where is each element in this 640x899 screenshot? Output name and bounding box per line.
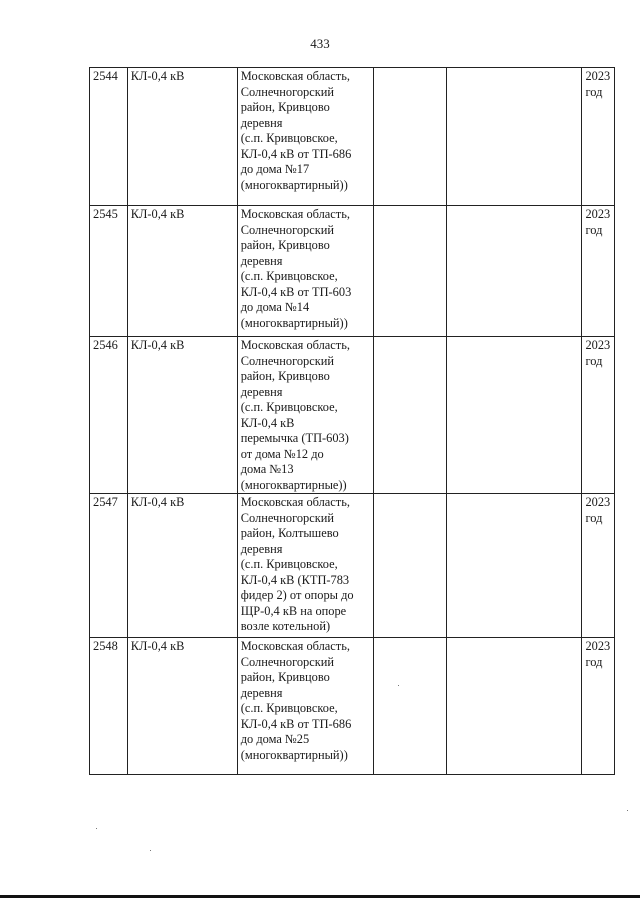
row-number-cell: 2544 (90, 68, 128, 206)
address-line: дома №13 (240, 462, 294, 476)
table-row (90, 206, 615, 337)
address-cell (237, 638, 373, 775)
year-cell (582, 494, 615, 638)
address-line: Московская область, (240, 338, 350, 352)
address-line: Солнечногорский (240, 222, 335, 237)
address-line: Московская область, (240, 495, 350, 509)
row-number-cell: 2545 (90, 206, 128, 337)
scan-speck (150, 850, 151, 851)
line-type-cell: КЛ-0,4 кВ (127, 494, 237, 638)
address-line: (многоквартирный)) (240, 747, 348, 762)
address-line: перемычка (ТП-603) (240, 431, 349, 445)
year-cell (582, 68, 615, 206)
empty-cell (447, 68, 582, 206)
address-line: район, Кривцово (240, 369, 330, 383)
page-number: 433 (310, 36, 330, 51)
empty-cell (373, 206, 446, 337)
year-line: год (585, 654, 603, 669)
line-type-cell: КЛ-0,4 кВ (127, 337, 237, 494)
empty-cell (373, 494, 446, 638)
address-line: район, Колтышево (240, 526, 339, 540)
address-line: КЛ-0,4 кВ от ТП-686 (240, 146, 352, 161)
address-line: (с.п. Кривцовское, (240, 701, 338, 715)
address-line: до дома №14 (240, 300, 310, 314)
empty-cell (373, 68, 446, 206)
scan-speck (627, 810, 628, 811)
empty-cell (373, 337, 446, 494)
address-line: район, Кривцово (240, 238, 330, 252)
scan-edge-line (0, 895, 640, 898)
address-line: (с.п. Кривцовское, (240, 557, 338, 571)
address-line: КЛ-0,4 кВ от ТП-603 (240, 284, 352, 299)
registry-table-body (90, 68, 615, 775)
address-line: Московская область, (240, 639, 350, 653)
address-line: Солнечногорский (240, 510, 335, 525)
row-number-cell: 2546 (90, 337, 128, 494)
registry-table (89, 67, 615, 775)
address-line: КЛ-0,4 кВ (240, 415, 295, 430)
address-cell (237, 337, 373, 494)
address-cell (237, 206, 373, 337)
year-line: 2023 (585, 639, 611, 653)
address-cell (237, 494, 373, 638)
address-line: Солнечногорский (240, 84, 335, 99)
address-line: район, Кривцово (240, 100, 330, 114)
address-line: КЛ-0,4 кВ от ТП-686 (240, 716, 352, 731)
address-line: деревня (240, 384, 283, 399)
year-cell (582, 638, 615, 775)
address-line: (с.п. Кривцовское, (240, 131, 338, 145)
address-line: КЛ-0,4 кВ (КТП-783 (240, 572, 350, 587)
year-line: 2023 (585, 495, 611, 509)
address-line: деревня (240, 541, 283, 556)
address-line: деревня (240, 685, 283, 700)
year-line: год (585, 353, 603, 368)
address-line: до дома №17 (240, 162, 310, 176)
address-line: ЩР-0,4 кВ на опоре (240, 603, 347, 618)
year-cell (582, 337, 615, 494)
year-line: год (585, 510, 603, 525)
line-type-cell: КЛ-0,4 кВ (127, 206, 237, 337)
address-line: Солнечногорский (240, 654, 335, 669)
address-line: Московская область, (240, 69, 350, 83)
year-line: 2023 (585, 69, 611, 83)
table-row (90, 68, 615, 206)
address-line: район, Кривцово (240, 670, 330, 684)
scan-speck (398, 685, 399, 686)
year-cell (582, 206, 615, 337)
empty-cell (447, 494, 582, 638)
scan-speck (96, 828, 97, 829)
address-line: Московская область, (240, 207, 350, 221)
empty-cell (373, 638, 446, 775)
row-number-cell: 2548 (90, 638, 128, 775)
address-line: до дома №25 (240, 732, 310, 746)
table-row (90, 638, 615, 775)
empty-cell (447, 337, 582, 494)
year-line: год (585, 222, 603, 237)
address-line: возле котельной) (240, 619, 331, 633)
address-line: (с.п. Кривцовское, (240, 400, 338, 414)
year-line: 2023 (585, 207, 611, 221)
year-line: 2023 (585, 338, 611, 352)
address-cell (237, 68, 373, 206)
address-line: Солнечногорский (240, 353, 335, 368)
table-row (90, 494, 615, 638)
table-row (90, 337, 615, 494)
address-line: от дома №12 до (240, 446, 324, 461)
empty-cell (447, 638, 582, 775)
row-number-cell: 2547 (90, 494, 128, 638)
address-line: (многоквартирные)) (240, 477, 347, 492)
address-line: фидер 2) от опоры до (240, 588, 354, 602)
address-line: (с.п. Кривцовское, (240, 269, 338, 283)
address-line: деревня (240, 253, 283, 268)
empty-cell (447, 206, 582, 337)
year-line: год (585, 84, 603, 99)
address-line: деревня (240, 115, 283, 130)
line-type-cell: КЛ-0,4 кВ (127, 68, 237, 206)
line-type-cell: КЛ-0,4 кВ (127, 638, 237, 775)
address-line: (многоквартирный)) (240, 177, 348, 192)
address-line: (многоквартирный)) (240, 315, 348, 330)
